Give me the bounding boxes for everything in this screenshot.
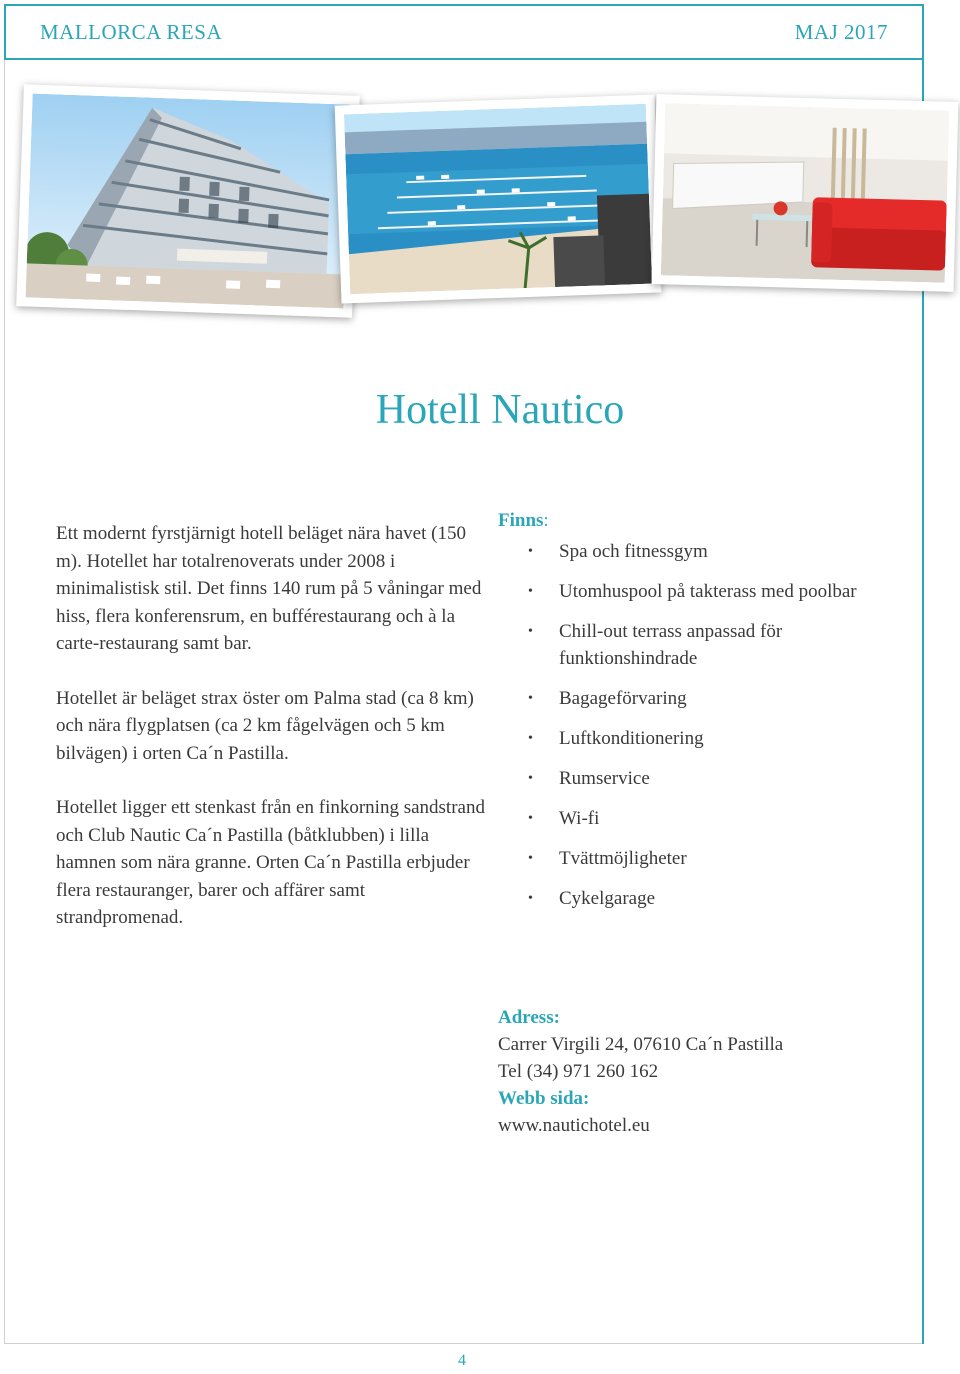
hotel-description	[56, 520, 486, 959]
bullet-icon: •	[528, 691, 533, 706]
bullet-icon: •	[528, 891, 533, 906]
amenity-label: Rumservice	[559, 768, 650, 789]
amenities-section	[498, 510, 918, 925]
bullet-icon: •	[528, 811, 533, 826]
hotel-title: Hotell Nautico	[375, 387, 625, 433]
amenity-item	[498, 618, 918, 672]
amenity-item	[498, 845, 918, 872]
amenity-item	[498, 578, 918, 605]
marina-photo	[335, 94, 662, 303]
amenity-label: Chill-out terrass anpassad för funktionshindrade	[559, 621, 783, 669]
hotel-building-photo	[16, 84, 360, 318]
header-publication-title: MALLORCA RESA	[40, 20, 223, 44]
description-paragraph: Hotellet är beläget strax öster om Palma stad (ca 8 km) och nära flygplatsen (ca 2 km fågelvägen och 5 km bilvägen) i orten Ca´n Pastilla.	[56, 687, 474, 764]
amenity-item	[498, 538, 918, 565]
address-text: Carrer Virgili 24, 07610 Ca´n Pastilla	[498, 1034, 784, 1055]
amenity-label: Wi-fi	[559, 808, 600, 829]
amenities-list	[498, 538, 918, 912]
amenities-label: Finns	[498, 510, 544, 531]
bullet-icon: •	[528, 731, 533, 746]
amenity-label: Bagageförvaring	[559, 688, 687, 709]
website-link[interactable]: www.nautichotel.eu	[498, 1115, 650, 1136]
amenity-item	[498, 685, 918, 712]
amenity-item	[498, 885, 918, 912]
page-number: 4	[458, 1352, 466, 1369]
bullet-icon: •	[528, 584, 533, 599]
amenity-item	[498, 805, 918, 832]
amenity-item	[498, 765, 918, 792]
amenity-label: Luftkonditionering	[559, 728, 704, 749]
amenity-label: Spa och fitnessgym	[559, 541, 708, 562]
amenities-label-colon: :	[543, 510, 549, 531]
header-issue-date: MAJ 2017	[794, 20, 888, 44]
phone-text: Tel (34) 971 260 162	[498, 1061, 659, 1082]
amenity-label: Cykelgarage	[559, 888, 656, 909]
bullet-icon: •	[528, 851, 533, 866]
lobby-photo	[652, 94, 959, 292]
bullet-icon: •	[528, 544, 533, 559]
page-header	[4, 4, 924, 60]
amenities-heading	[498, 510, 918, 532]
amenity-label: Utomhuspool på takterass med poolbar	[559, 581, 857, 602]
website-label: Webb sida:	[498, 1088, 590, 1109]
address-label: Adress:	[498, 1007, 560, 1028]
bullet-icon: •	[528, 624, 533, 639]
description-paragraph: Hotellet ligger ett stenkast från en finkorning sandstrand och Club Nautic Ca´n Pastilla (båtklubben) i lilla hamnen som nära granne. Orten Ca´n Pastilla erbjuder flera restauranger, barer och affärer samt strandpromenad.	[56, 797, 485, 928]
contact-section	[498, 1004, 918, 1139]
bullet-icon: •	[528, 771, 533, 786]
amenity-item	[498, 725, 918, 752]
description-paragraph: Ett modernt fyrstjärnigt hotell beläget nära havet (150 m). Hotellet har totalrenoverats under 2008 i minimalistisk stil. Det finns 140 rum på 5 våningar med hiss, flera konferensrum, en bufférestaurang och à la carte-restaurang samt bar.	[56, 523, 482, 654]
amenity-label: Tvättmöjligheter	[559, 848, 687, 869]
